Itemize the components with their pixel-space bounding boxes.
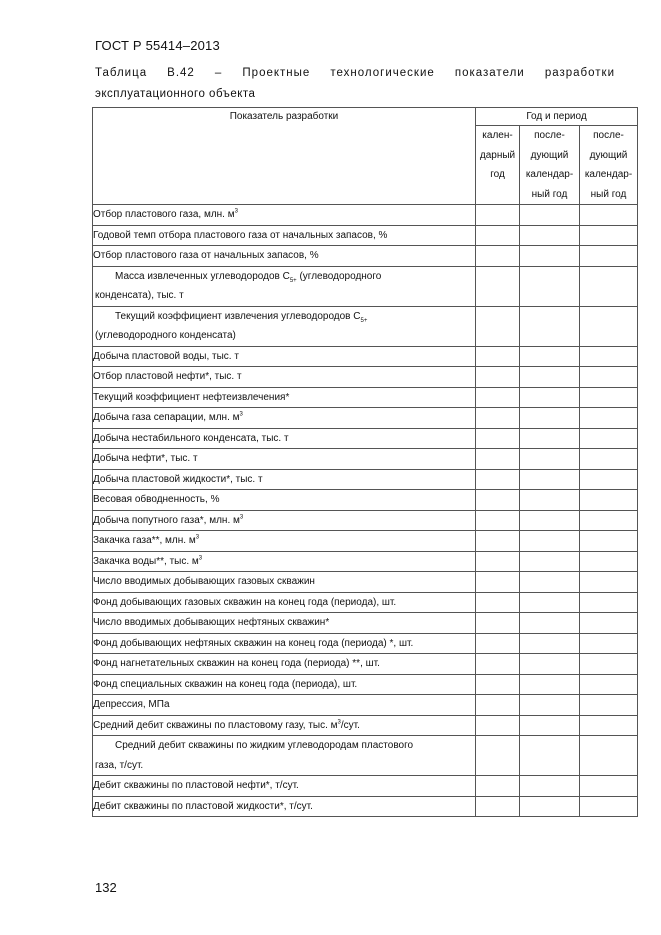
indicator-cell (93, 695, 476, 716)
value-cell (520, 387, 580, 408)
value-cell (476, 205, 520, 226)
value-cell (580, 367, 638, 388)
indicator-cell (93, 592, 476, 613)
indicator-cell (93, 266, 476, 306)
superscript: 3 (239, 514, 244, 521)
table-row (93, 387, 638, 408)
caption-word: – (214, 67, 223, 79)
value-cell (520, 246, 580, 267)
table-row (93, 572, 638, 593)
value-cell (476, 736, 520, 776)
indicator-cell (93, 449, 476, 470)
table-caption (95, 63, 615, 105)
indicator-line-1 (93, 267, 475, 287)
table-row (93, 776, 638, 797)
indicator-text: Число вводимых добывающих газовых скважин (93, 576, 315, 587)
header-line: дующий (530, 149, 569, 161)
header-line: ный год (590, 188, 627, 200)
value-cell (476, 531, 520, 552)
indicator-text: газа, т/сут. (95, 759, 144, 771)
indicator-line-1 (93, 307, 475, 327)
indicator-text: Текущий коэффициент нефтеизвлечения* (93, 391, 290, 403)
table-row (93, 654, 638, 675)
value-cell (580, 246, 638, 267)
indicator-cell (93, 674, 476, 695)
indicators-table (92, 107, 638, 817)
superscript: 3 (195, 534, 200, 541)
indicator-cell (93, 469, 476, 490)
indicator-text: Добыча пластовой жидкости*, тыс. т (93, 473, 263, 485)
header-line: кален- (482, 130, 513, 141)
indicator-cell (93, 346, 476, 367)
value-cell (476, 796, 520, 817)
indicator-cell (93, 205, 476, 226)
table-row (93, 225, 638, 246)
subscript: 5+ (360, 317, 368, 324)
value-cell (580, 796, 638, 817)
indicator-text: Добыча нефти*, тыс. т (93, 453, 198, 464)
value-cell (520, 408, 580, 429)
indicator-text: Число вводимых добывающих нефтяных скважин* (93, 617, 330, 628)
value-cell (580, 776, 638, 797)
header-line: ный год (531, 188, 568, 200)
value-cell (580, 695, 638, 716)
indicator-text: Средний дебит скважины по пластовому газу, тыс. м (93, 719, 338, 731)
indicator-cell (93, 306, 476, 346)
indicator-line-2 (93, 326, 475, 346)
value-cell (580, 387, 638, 408)
value-cell (580, 633, 638, 654)
value-cell (520, 266, 580, 306)
value-cell (520, 449, 580, 470)
value-cell (476, 449, 520, 470)
indicator-text: Фонд добывающих газовых скважин на конец года (периода), шт. (93, 596, 397, 608)
value-cell (476, 346, 520, 367)
value-cell (476, 551, 520, 572)
value-cell (580, 469, 638, 490)
indicator-text: Отбор пластовой нефти*, тыс. т (93, 371, 242, 382)
header-line: дующий (589, 149, 628, 161)
indicator-text: Добыча нестабильного конденсата, тыс. т (93, 432, 289, 444)
value-cell (520, 225, 580, 246)
indicator-cell (93, 551, 476, 572)
value-cell (520, 428, 580, 449)
value-cell (476, 510, 520, 531)
indicator-text: Весовая обводненность, % (93, 494, 220, 505)
indicator-text-tail: /сут. (340, 719, 360, 731)
caption-word: показатели (454, 67, 525, 79)
table-row (93, 592, 638, 613)
indicator-text: конденсата), тыс. т (95, 290, 184, 301)
header-indicator: Показатель разработки (93, 108, 476, 205)
header-line: календар- (525, 169, 574, 180)
value-cell (476, 266, 520, 306)
indicator-text: Добыча попутного газа*, млн. м (93, 514, 240, 526)
indicator-cell (93, 613, 476, 634)
value-cell (580, 225, 638, 246)
caption-word: технологические (330, 67, 435, 79)
caption-line-1 (95, 63, 615, 84)
value-cell (520, 510, 580, 531)
table-row (93, 346, 638, 367)
value-cell (580, 428, 638, 449)
value-cell (580, 346, 638, 367)
table-row (93, 306, 638, 346)
indicator-text: Годовой темп отбора пластового газа от начальных запасов, % (93, 229, 388, 241)
value-cell (580, 306, 638, 346)
page-number: 132 (95, 880, 117, 895)
indicator-text: Фонд специальных скважин на конец года (периода), шт. (93, 678, 358, 690)
indicator-cell (93, 776, 476, 797)
value-cell (580, 490, 638, 511)
caption-word: Проектные (242, 67, 311, 79)
indicator-cell (93, 572, 476, 593)
value-cell (520, 531, 580, 552)
value-cell (476, 246, 520, 267)
table-row (93, 551, 638, 572)
indicator-text: Фонд нагнетательных скважин на конец года (периода) **, шт. (93, 658, 380, 669)
header-year-period: Год и период (476, 108, 638, 126)
indicator-cell (93, 246, 476, 267)
table-row (93, 408, 638, 429)
table-row (93, 428, 638, 449)
value-cell (476, 306, 520, 346)
value-cell (520, 796, 580, 817)
superscript: 3 (198, 555, 203, 562)
value-cell (580, 408, 638, 429)
indicator-text: Отбор пластового газа от начальных запасов, % (93, 250, 319, 261)
indicator-cell (93, 387, 476, 408)
value-cell (476, 428, 520, 449)
value-cell (476, 592, 520, 613)
header-line: календар- (584, 169, 633, 180)
value-cell (476, 367, 520, 388)
value-cell (580, 510, 638, 531)
table-row (93, 205, 638, 226)
value-cell (520, 592, 580, 613)
value-cell (476, 776, 520, 797)
value-cell (476, 695, 520, 716)
value-cell (580, 572, 638, 593)
value-cell (580, 592, 638, 613)
value-cell (520, 715, 580, 736)
table-row (93, 531, 638, 552)
indicator-cell (93, 633, 476, 654)
superscript: 3 (234, 208, 238, 215)
indicator-cell (93, 654, 476, 675)
value-cell (476, 490, 520, 511)
value-cell (476, 633, 520, 654)
indicator-line-1 (93, 736, 475, 756)
value-cell (580, 531, 638, 552)
indicator-text: Добыча пластовой воды, тыс. т (93, 350, 239, 362)
value-cell (476, 572, 520, 593)
value-cell (476, 715, 520, 736)
indicator-text: Текущий коэффициент извлечения углеводородов С (115, 310, 361, 322)
value-cell (520, 736, 580, 776)
caption-word: Таблица (95, 67, 148, 79)
caption-word: разработки (544, 67, 615, 79)
value-cell (476, 674, 520, 695)
value-cell (520, 346, 580, 367)
value-cell (476, 225, 520, 246)
indicator-line-2 (93, 286, 475, 306)
value-cell (580, 266, 638, 306)
value-cell (520, 695, 580, 716)
header-next-year-1 (520, 126, 580, 205)
indicator-text: Масса извлеченных углеводородов С (115, 270, 290, 282)
indicator-cell (93, 531, 476, 552)
document-standard-title: ГОСТ Р 55414–2013 (95, 38, 220, 53)
header-line: дарный (479, 149, 516, 161)
table-row (93, 633, 638, 654)
value-cell (476, 469, 520, 490)
value-cell (580, 674, 638, 695)
superscript: 3 (337, 719, 341, 726)
value-cell (580, 551, 638, 572)
value-cell (520, 490, 580, 511)
indicator-text: Дебит скважины по пластовой жидкости*, т/сут. (93, 800, 313, 812)
indicator-cell (93, 715, 476, 736)
superscript: 3 (239, 411, 243, 418)
header-calendar-year (476, 126, 520, 205)
table-row (93, 695, 638, 716)
table-row (93, 246, 638, 267)
indicator-text-tail: (углеводородного (296, 270, 382, 282)
value-cell (520, 613, 580, 634)
value-cell (520, 367, 580, 388)
indicator-text: Дебит скважины по пластовой нефти*, т/сут. (93, 780, 299, 791)
indicator-text: Закачка газа**, млн. м (93, 535, 196, 546)
table-row (93, 510, 638, 531)
table-row (93, 674, 638, 695)
indicator-cell (93, 225, 476, 246)
value-cell (476, 387, 520, 408)
value-cell (580, 654, 638, 675)
value-cell (476, 408, 520, 429)
table-row (93, 266, 638, 306)
indicator-cell (93, 428, 476, 449)
subscript: 5+ (289, 277, 297, 284)
value-cell (580, 715, 638, 736)
table-row (93, 469, 638, 490)
value-cell (520, 776, 580, 797)
caption-line-2: эксплуатационного объекта (95, 88, 256, 100)
header-line: после- (593, 130, 624, 141)
value-cell (520, 306, 580, 346)
value-cell (520, 205, 580, 226)
header-next-year-2 (580, 126, 638, 205)
indicator-cell (93, 408, 476, 429)
value-cell (520, 654, 580, 675)
value-cell (580, 205, 638, 226)
value-cell (580, 449, 638, 470)
indicator-text: Отбор пластового газа, млн. м (93, 209, 235, 220)
table-row (93, 490, 638, 511)
value-cell (520, 469, 580, 490)
indicator-cell (93, 367, 476, 388)
header-line: год (490, 169, 505, 180)
indicator-cell (93, 736, 476, 776)
table-row (93, 613, 638, 634)
value-cell (520, 633, 580, 654)
indicator-text: (углеводородного конденсата) (95, 330, 236, 341)
table-row (93, 449, 638, 470)
value-cell (580, 736, 638, 776)
value-cell (476, 654, 520, 675)
indicator-line-2 (93, 756, 475, 776)
indicator-cell (93, 490, 476, 511)
value-cell (520, 674, 580, 695)
indicator-text: Добыча газа сепарации, млн. м (93, 412, 240, 423)
table-row (93, 796, 638, 817)
indicator-text: Закачка воды**, тыс. м (93, 555, 199, 567)
table-body (93, 205, 638, 817)
indicator-text: Средний дебит скважины по жидким углеводородам пластового (115, 740, 414, 751)
value-cell (580, 613, 638, 634)
value-cell (520, 551, 580, 572)
table-row (93, 715, 638, 736)
header-line: после- (534, 130, 565, 141)
value-cell (476, 613, 520, 634)
table-row (93, 736, 638, 776)
indicator-cell (93, 510, 476, 531)
value-cell (520, 572, 580, 593)
indicator-text: Фонд добывающих нефтяных скважин на конец года (периода) *, шт. (93, 637, 414, 649)
table-row (93, 367, 638, 388)
caption-word: В.42 (167, 67, 195, 79)
indicator-cell (93, 796, 476, 817)
indicator-text: Депрессия, МПа (93, 699, 170, 710)
